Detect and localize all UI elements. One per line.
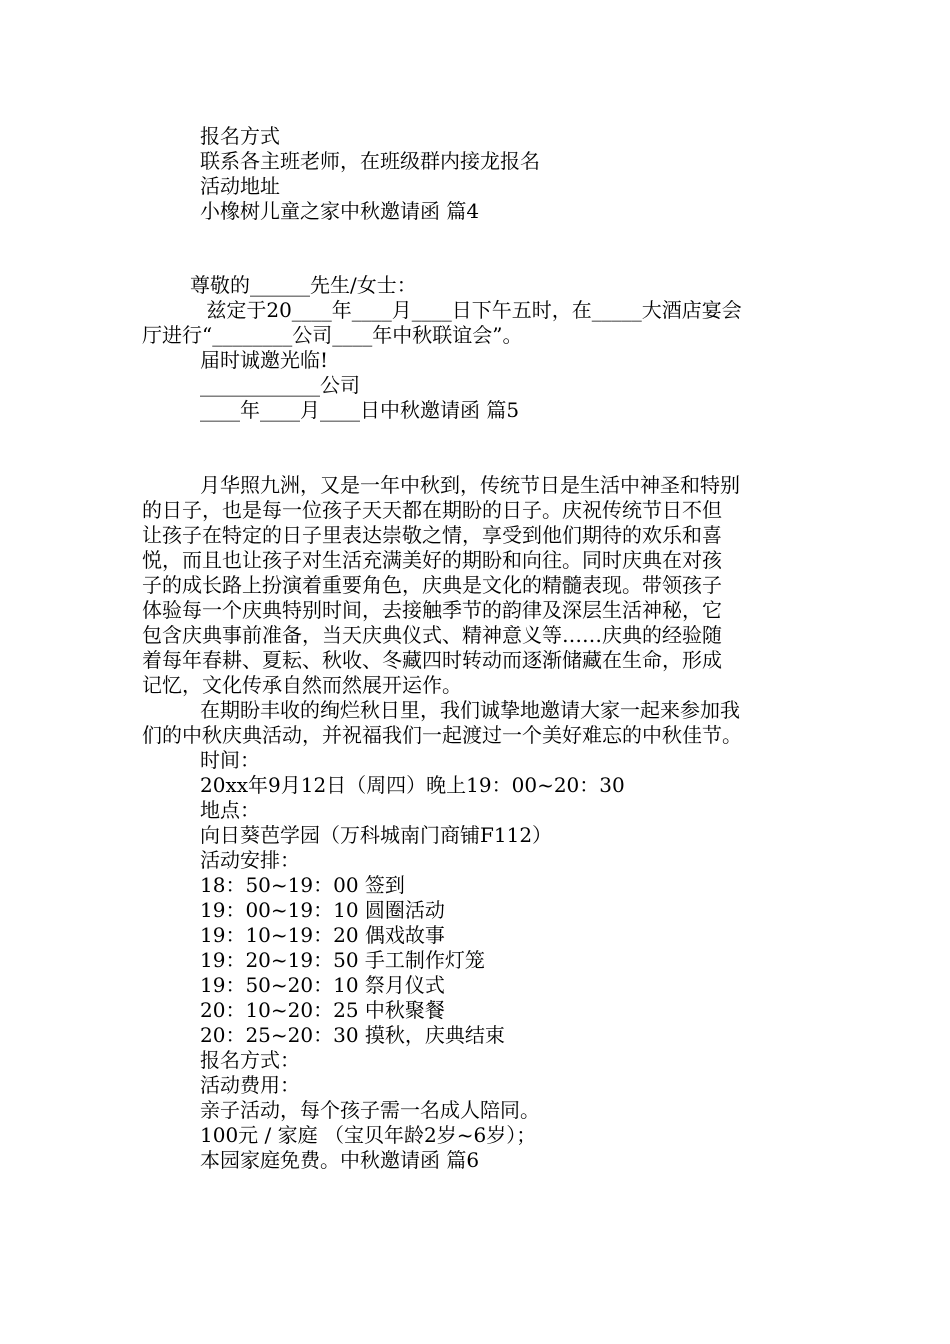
paragraph-1-line: 悦，而且也让孩子对生活充满美好的期盼和向往。同时庆典在对孩	[142, 548, 722, 572]
activity-address-heading: 活动地址	[200, 174, 280, 198]
company-signature: ____________公司	[200, 373, 360, 397]
paragraph-1-line: 的日子，也是每一位孩子天天都在期盼的日子。庆祝传统节日不但	[142, 498, 722, 522]
fee-line: 100元 / 家庭 （宝贝年龄2岁~6岁）；	[200, 1123, 537, 1147]
invite-closing: 届时诚邀光临!	[200, 348, 329, 372]
paragraph-1-line: 让孩子在特定的日子里表达崇敬之情，享受到他们期待的欢乐和喜	[142, 523, 722, 547]
paragraph-1-line: 包含庆典事前准备，当天庆典仪式、精神意义等……庆典的经验随	[142, 623, 722, 647]
time-value: 20xx年9月12日（周四）晚上19：00~20：30	[200, 773, 625, 797]
schedule-item: 20：25~20：30 摸秋，庆典结束	[200, 1023, 505, 1047]
invitation-title-4: 小橡树儿童之家中秋邀请函 篇4	[200, 199, 480, 223]
schedule-item: 19：00~19：10 圆圈活动	[200, 898, 445, 922]
schedule-item: 19：10~19：20 偶戏故事	[200, 923, 445, 947]
fee-label: 活动费用：	[200, 1073, 300, 1097]
schedule-item: 19：50~20：10 祭月仪式	[200, 973, 445, 997]
greeting-line: 尊敬的______先生/女士：	[190, 273, 417, 297]
paragraph-2-line: 们的中秋庆典活动，并祝福我们一起渡过一个美好难忘的中秋佳节。	[142, 723, 742, 747]
paragraph-1-line: 子的成长路上扮演着重要角色，庆典是文化的精髓表现。带领孩子	[142, 573, 722, 597]
schedule-item: 19：20~19：50 手工制作灯笼	[200, 948, 485, 972]
place-value: 向日葵芭学园（万科城南门商铺F112）	[200, 823, 553, 847]
schedule-item: 20：10~20：25 中秋聚餐	[200, 998, 445, 1022]
invite-body-line-2: 厅进行“________公司____年中秋联谊会”。	[142, 323, 523, 347]
date-and-title-5: ____年____月____日中秋邀请函 篇5	[200, 398, 520, 422]
paragraph-1-line: 月华照九洲，又是一年中秋到，传统节日是生活中神圣和特别	[200, 473, 740, 497]
invite-body-line-1: 兹定于20____年____月____日下午五时，在_____大酒店宴会	[200, 298, 742, 322]
paragraph-1-line: 着每年春耕、夏耘、秋收、冬藏四时转动而逐渐储藏在生命，形成	[142, 648, 722, 672]
schedule-label: 活动安排：	[200, 848, 300, 872]
signup-label: 报名方式：	[200, 1048, 300, 1072]
place-label: 地点：	[200, 798, 260, 822]
schedule-item: 18：50~19：00 签到	[200, 873, 405, 897]
paragraph-1-line: 记忆，文化传承自然而然展开运作。	[142, 673, 462, 697]
fee-line-and-title-6: 本园家庭免费。中秋邀请函 篇6	[200, 1148, 480, 1172]
paragraph-1-line: 体验每一个庆典特别时间，去接触季节的韵律及深层生活神秘，它	[142, 598, 722, 622]
time-label: 时间：	[200, 748, 260, 772]
fee-line: 亲子活动，每个孩子需一名成人陪同。	[200, 1098, 540, 1122]
paragraph-2-line: 在期盼丰收的绚烂秋日里，我们诚挚地邀请大家一起来参加我	[200, 698, 740, 722]
signup-method-heading: 报名方式	[200, 124, 280, 148]
signup-method-text: 联系各主班老师，在班级群内接龙报名	[200, 149, 540, 173]
